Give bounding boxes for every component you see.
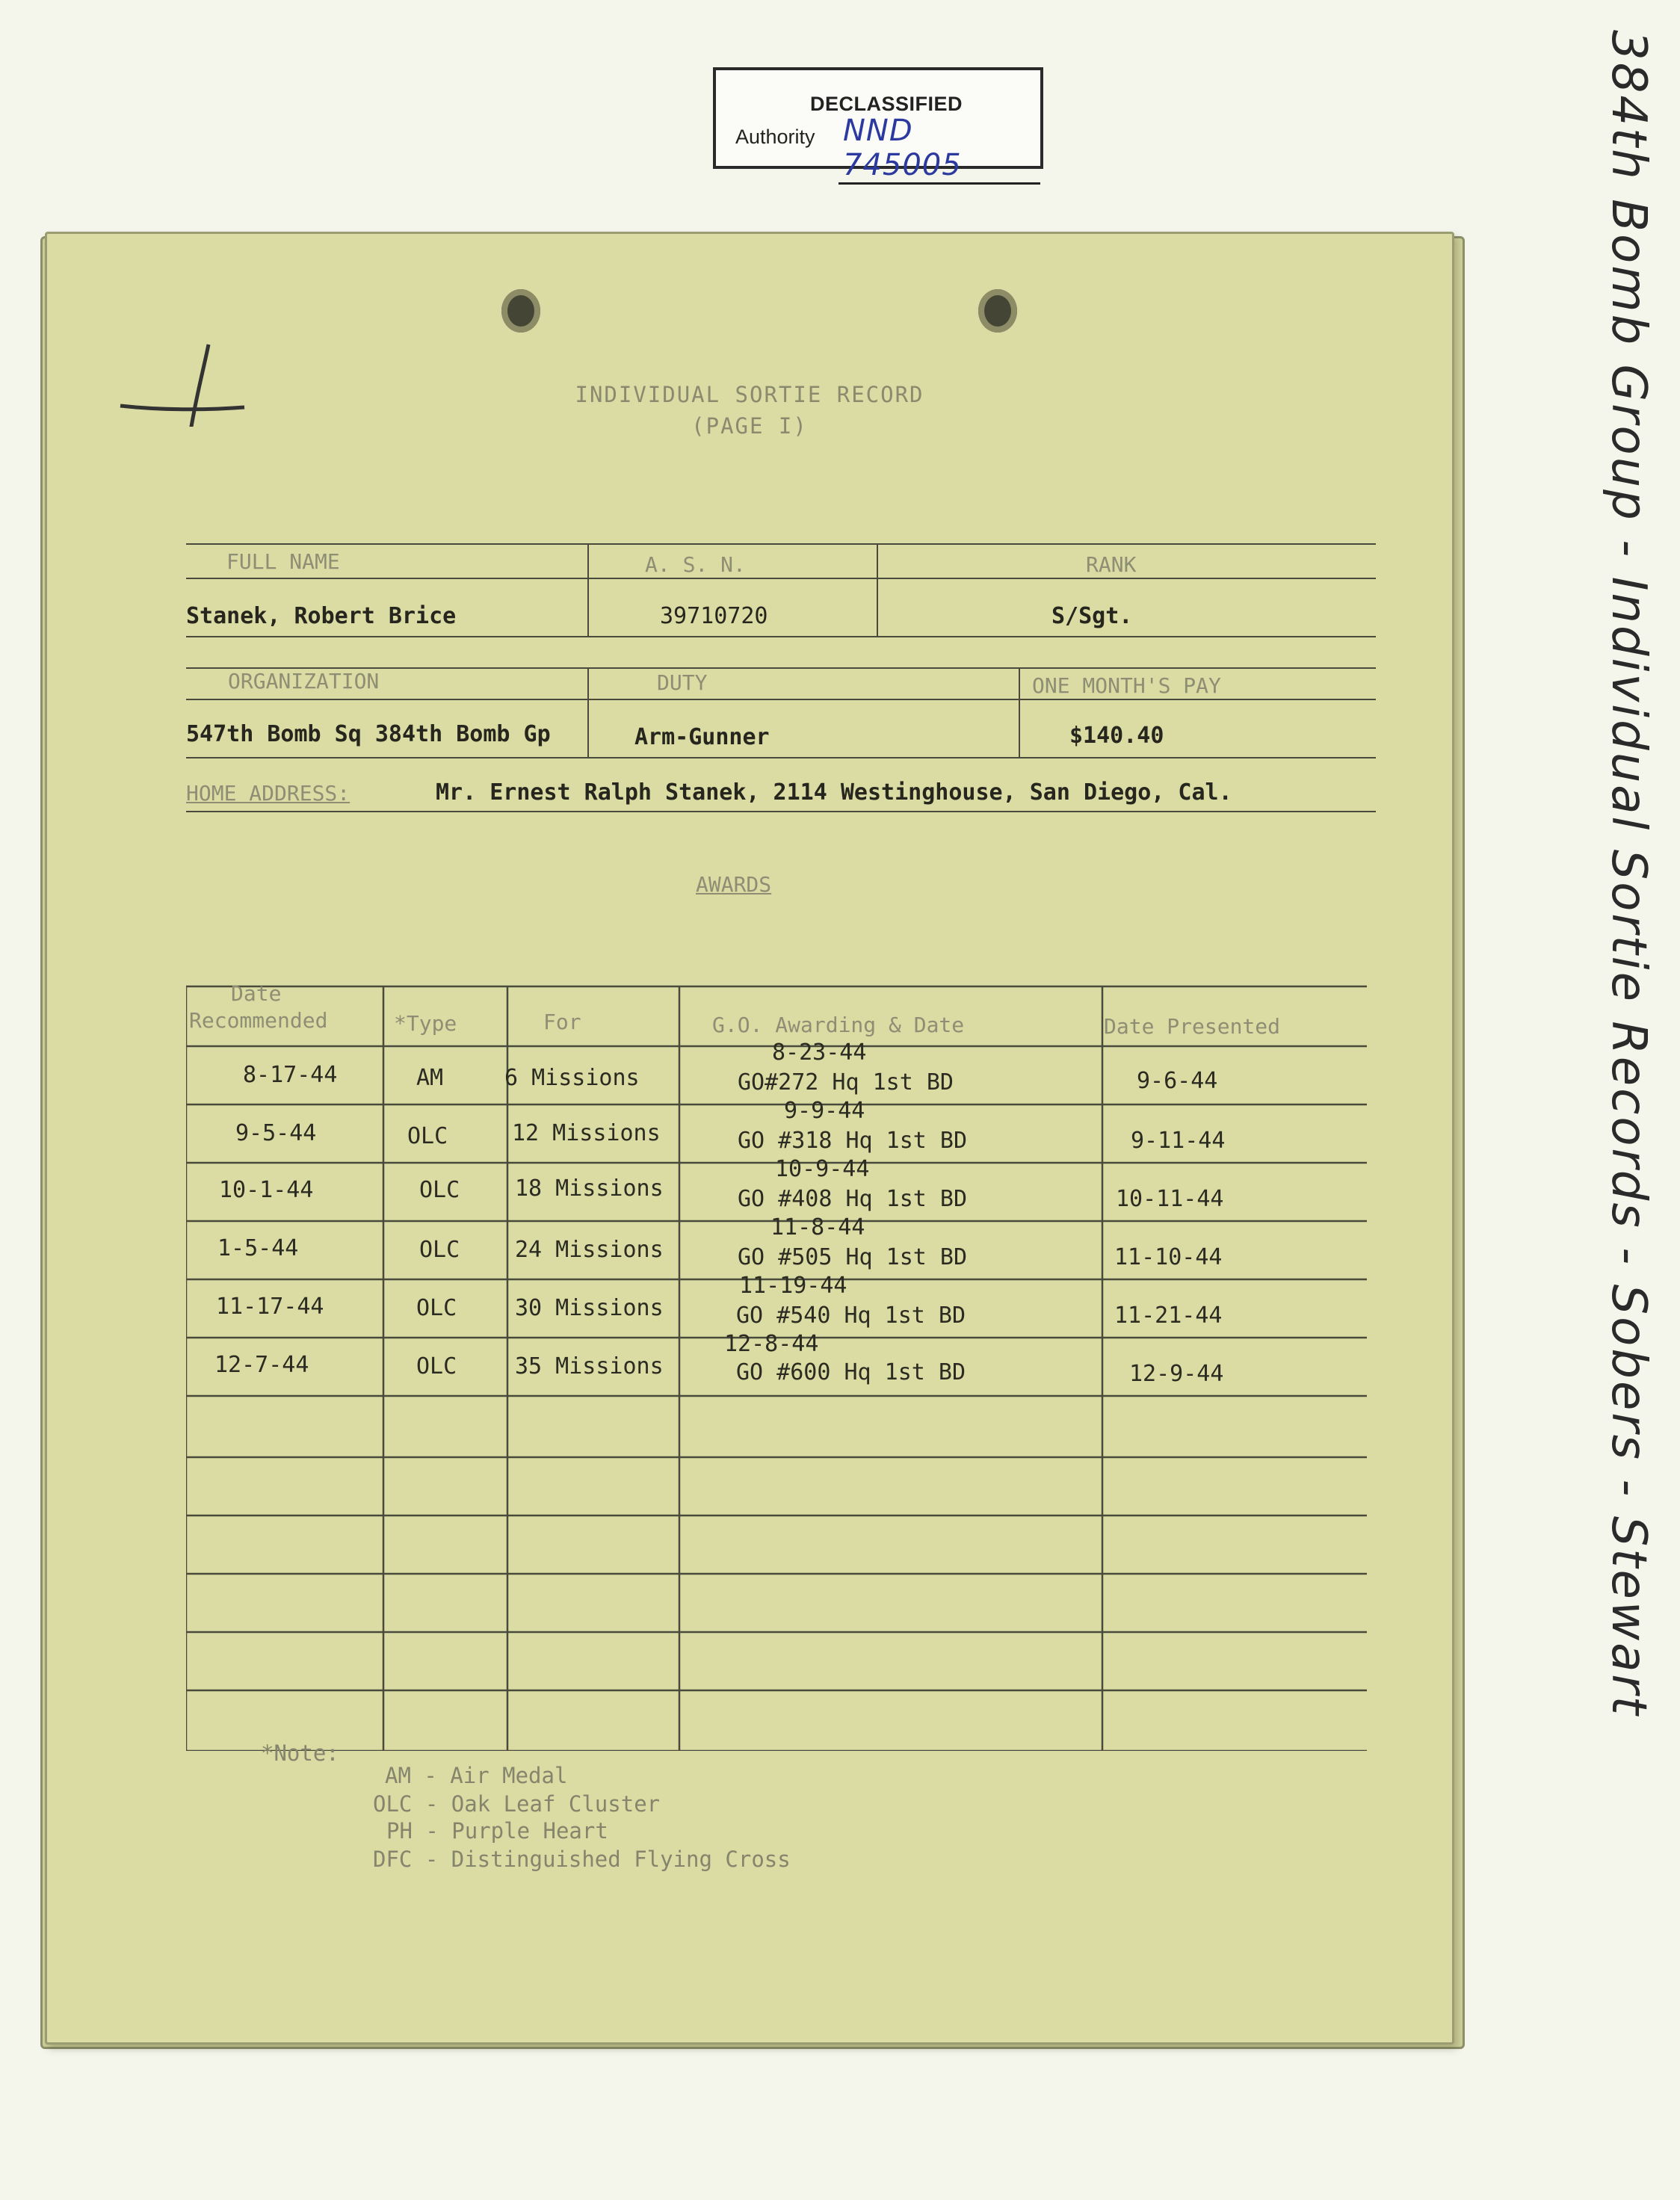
row6-go-date: 12-8-44: [724, 1331, 819, 1357]
punch-hole-right: [978, 289, 1017, 333]
row6-type: OLC: [416, 1353, 457, 1379]
row5-type: OLC: [416, 1295, 457, 1321]
header-go-awarding-date: G.O. Awarding & Date: [712, 1013, 965, 1037]
row1-type: AM: [416, 1065, 444, 1091]
rule: [186, 757, 1376, 758]
rule: [186, 543, 1376, 545]
rule: [186, 811, 1376, 812]
rule: [186, 578, 1376, 579]
note-label: *Note:: [261, 1740, 339, 1766]
asn-value: 39710720: [660, 603, 768, 629]
organization-value: 547th Bomb Sq 384th Bomb Gp: [186, 721, 551, 747]
pay-label: ONE MONTH'S PAY: [1032, 673, 1221, 698]
duty-label: DUTY: [657, 670, 708, 695]
home-address-label: HOME ADDRESS:: [186, 781, 350, 806]
rule: [186, 636, 1376, 637]
row2-go: GO #318 Hq 1st BD: [738, 1128, 968, 1154]
handwritten-side-note: 384th Bomb Group - Individual Sortie Records - Sobers - Stewart: [1601, 30, 1656, 1717]
row4-date-recommended: 1-5-44: [217, 1235, 299, 1261]
row6-for: 35 Missions: [515, 1353, 664, 1379]
document-subtitle: (PAGE I): [691, 413, 808, 439]
rank-label: RANK: [1086, 552, 1137, 577]
row3-for: 18 Missions: [515, 1175, 664, 1202]
row2-type: OLC: [407, 1123, 448, 1149]
row6-go: GO #600 Hq 1st BD: [736, 1359, 966, 1385]
row1-for: 6 Missions: [504, 1065, 640, 1091]
document-title: INDIVIDUAL SORTIE RECORD: [575, 382, 924, 407]
header-date-presented: Date Presented: [1104, 1014, 1281, 1039]
full-name-label: FULL NAME: [226, 549, 340, 574]
home-address-value: Mr. Ernest Ralph Stanek, 2114 Westinghouse, San Diego, Cal.: [436, 779, 1232, 806]
note-am: AM - Air Medal: [385, 1763, 568, 1788]
full-name-value: Stanek, Robert Brice: [186, 603, 457, 629]
divider: [877, 543, 878, 637]
declassified-stamp: [713, 67, 1043, 182]
row5-go-date: 11-19-44: [739, 1273, 847, 1299]
duty-value: Arm-Gunner: [634, 724, 770, 750]
rank-value: S/Sgt.: [1051, 603, 1133, 629]
row4-presented: 11-10-44: [1114, 1244, 1223, 1270]
divider: [587, 543, 589, 637]
row2-for: 12 Missions: [512, 1120, 661, 1146]
row1-go: GO#272 Hq 1st BD: [738, 1069, 954, 1096]
row3-presented: 10-11-44: [1116, 1186, 1224, 1212]
row6-date-recommended: 12-7-44: [214, 1352, 309, 1378]
rule: [186, 699, 1376, 700]
divider: [587, 667, 589, 758]
row1-go-date: 8-23-44: [772, 1039, 867, 1066]
header-type: *Type: [394, 1011, 457, 1036]
pay-value: $140.40: [1069, 723, 1164, 749]
note-ph: PH - Purple Heart: [386, 1818, 608, 1844]
row2-date-recommended: 9-5-44: [235, 1120, 317, 1146]
row4-type: OLC: [419, 1237, 460, 1263]
stamp-authority-label: Authority: [735, 126, 815, 148]
stamp-authority-value: NND 745005: [839, 114, 1040, 185]
header-date-recommended-2: Recommended: [189, 1008, 328, 1033]
row6-presented: 12-9-44: [1129, 1361, 1224, 1387]
row3-date-recommended: 10-1-44: [219, 1177, 314, 1203]
row3-go: GO #408 Hq 1st BD: [738, 1186, 968, 1212]
record-sheet: [45, 232, 1454, 2045]
header-date-recommended-1: Date: [231, 981, 282, 1006]
row4-go-date: 11-8-44: [770, 1214, 865, 1240]
row5-date-recommended: 11-17-44: [216, 1294, 324, 1320]
asn-label: A. S. N.: [645, 552, 746, 577]
row2-presented: 9-11-44: [1131, 1128, 1226, 1154]
row3-go-date: 10-9-44: [775, 1156, 870, 1182]
row1-presented: 9-6-44: [1137, 1068, 1218, 1094]
row4-for: 24 Missions: [515, 1237, 664, 1263]
note-olc: OLC - Oak Leaf Cluster: [373, 1791, 661, 1817]
row5-presented: 11-21-44: [1114, 1303, 1223, 1329]
row5-for: 30 Missions: [515, 1295, 664, 1321]
divider: [1019, 667, 1020, 758]
stamp-title: DECLASSIFIED: [810, 93, 963, 115]
header-for: For: [543, 1010, 581, 1034]
note-dfc: DFC - Distinguished Flying Cross: [373, 1847, 791, 1872]
row5-go: GO #540 Hq 1st BD: [736, 1303, 966, 1329]
row2-go-date: 9-9-44: [784, 1098, 865, 1124]
organization-label: ORGANIZATION: [228, 669, 380, 693]
awards-heading: AWARDS: [696, 872, 772, 897]
row3-type: OLC: [419, 1177, 460, 1203]
row4-go: GO #505 Hq 1st BD: [738, 1244, 968, 1270]
row1-date-recommended: 8-17-44: [243, 1062, 338, 1088]
punch-hole-left: [501, 289, 540, 333]
handwritten-check-mark: [116, 322, 250, 427]
